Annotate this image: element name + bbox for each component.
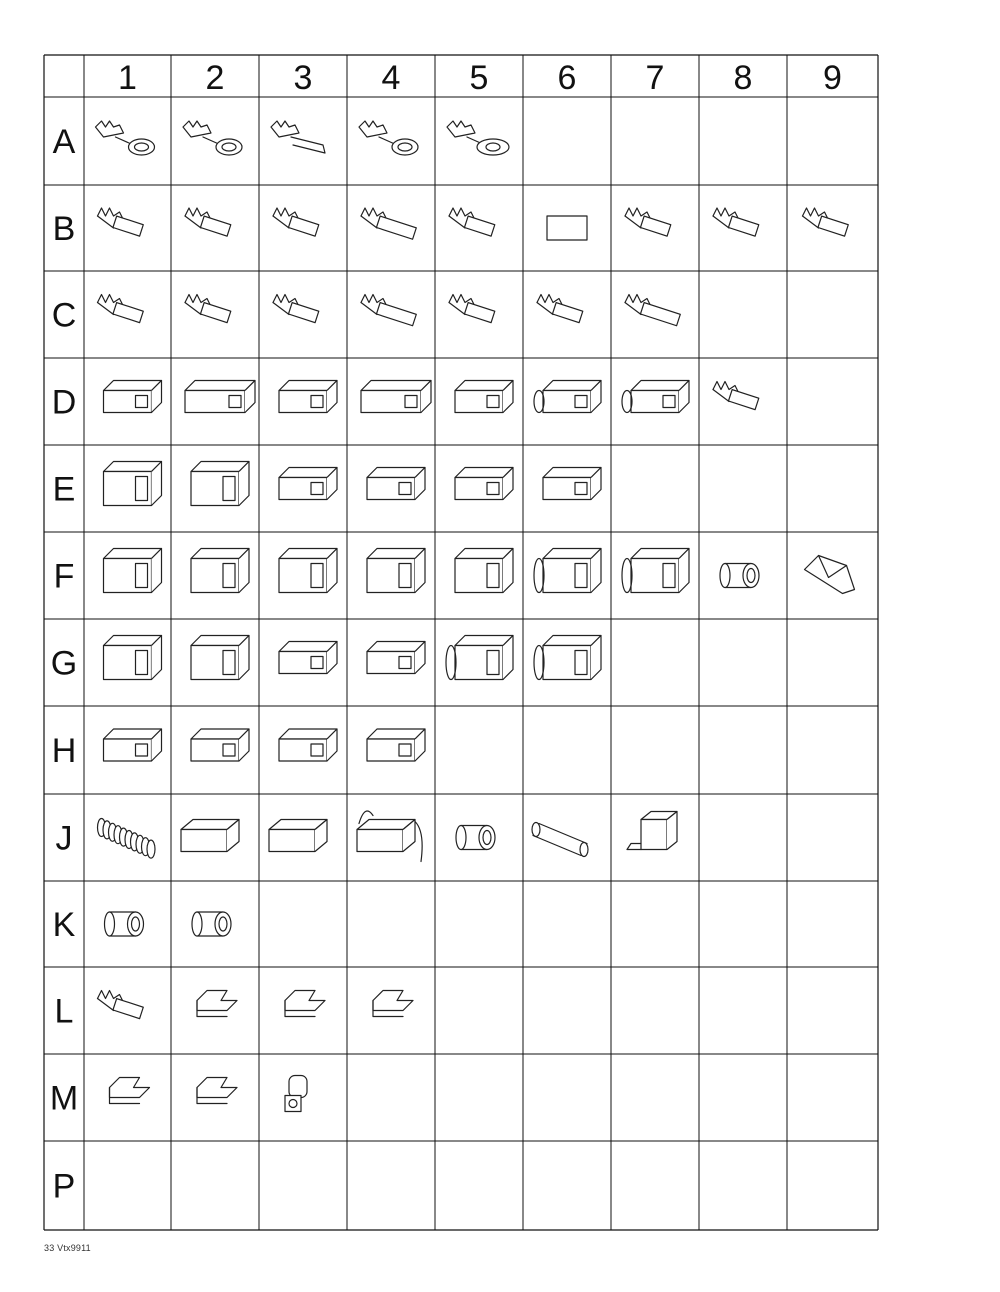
blade-terminal-icon (98, 295, 144, 323)
box-terminal-icon (273, 208, 319, 236)
round-connector-icon (720, 564, 759, 588)
bulb-socket-icon (456, 826, 495, 850)
pin-terminal-long-icon (625, 295, 680, 326)
ring-terminal-small-icon (183, 121, 242, 155)
row-header: L (54, 992, 74, 1031)
wedge-connector-icon (805, 556, 855, 594)
housing-with-seal-icon (279, 642, 337, 674)
ring-terminal-large-icon (447, 121, 509, 155)
blade-terminal-long-icon (361, 295, 416, 326)
blade-terminal-icon (273, 295, 319, 323)
grommet-icon (105, 912, 144, 936)
row-header: F (53, 557, 75, 596)
row-header: M (49, 1079, 79, 1118)
column-header: 2 (205, 59, 225, 97)
row-header: J (55, 819, 73, 858)
sealed-housing-4pin-icon (446, 636, 513, 680)
terminal-lock-icon (98, 991, 144, 1019)
seal-and-terminal-icon (713, 382, 759, 410)
housing-2pin-small-icon (455, 468, 513, 500)
figure-code: 33 Vtx9911 (44, 1243, 91, 1253)
housing-2pin-icon (191, 549, 249, 593)
latch-icon (285, 991, 325, 1017)
housing-2pin-small-icon (367, 468, 425, 500)
bullet-terminal-icon (449, 295, 495, 323)
housing-1pin-icon (279, 381, 337, 413)
housing-2x2-icon (191, 462, 249, 506)
clip-icon (197, 1078, 237, 1104)
tube-sleeve-icon (532, 823, 588, 857)
row-header: A (52, 123, 76, 161)
housing-with-seal-icon (367, 642, 425, 674)
housing-with-seal-icon (104, 729, 162, 761)
housing-multi-pin-icon (191, 729, 249, 761)
fork-terminal-icon (271, 121, 325, 153)
ring-terminal-small-icon (96, 121, 155, 155)
flag-receptacle-icon (547, 216, 587, 240)
part-drawings (96, 121, 855, 1112)
row-header: E (52, 470, 76, 509)
housing-2pin-latched-icon (543, 468, 601, 500)
housing-round-icon (367, 729, 425, 761)
row-header: C (51, 296, 77, 335)
clip-icon (110, 1078, 150, 1104)
bracket-icon (373, 991, 413, 1017)
pin-terminal-small-icon (803, 208, 849, 236)
row-header: P (52, 1167, 76, 1206)
column-header: 8 (733, 59, 753, 97)
small-terminal-icon (537, 295, 583, 323)
clip-with-eye-icon (285, 1076, 307, 1112)
column-header: 7 (645, 59, 665, 97)
column-header: 3 (293, 59, 313, 97)
row-header: H (51, 732, 77, 770)
housing-1pin-icon (104, 381, 162, 413)
fuse-holder-flat-icon (269, 820, 327, 852)
column-header: 4 (381, 59, 401, 97)
housing-1pin-long-icon (361, 381, 431, 413)
housing-6pin-icon (279, 729, 337, 761)
ring-terminal-insulated-icon (359, 121, 418, 155)
housing-1pin-icon (455, 381, 513, 413)
box-terminal-icon (713, 208, 759, 236)
row-header: G (50, 644, 78, 683)
column-header: 6 (557, 59, 577, 97)
corrugated-sleeve-icon (98, 819, 156, 859)
flag-terminal-icon (98, 208, 144, 236)
blade-terminal-icon (185, 295, 231, 323)
column-header: 5 (469, 59, 489, 97)
flag-ring-terminal-icon (185, 208, 231, 236)
sealed-housing-3pin-icon (534, 549, 601, 593)
sealed-housing-4pin-icon (534, 636, 601, 680)
box-terminal-long-icon (361, 208, 416, 239)
housing-3pin-icon (367, 549, 425, 593)
housing-2pin-latched-icon (279, 468, 337, 500)
housing-3pin-icon (455, 549, 513, 593)
sealed-housing-3pin-icon (622, 549, 689, 593)
pin-terminal-icon (625, 208, 671, 236)
housing-4pin-icon (104, 636, 162, 680)
row-header: D (51, 383, 77, 422)
sealed-housing-1pin-icon (622, 381, 689, 413)
row-header: B (52, 210, 76, 248)
relay-icon (627, 812, 677, 850)
column-headers (118, 59, 842, 97)
column-header: 1 (118, 59, 137, 97)
fuse-holder-wired-icon (357, 811, 422, 862)
column-header: 9 (823, 59, 842, 97)
row-headers (50, 123, 78, 1206)
housing-2pin-stacked-icon (104, 462, 162, 506)
fuse-holder-icon (181, 820, 239, 852)
bulb-holder-icon (192, 912, 231, 936)
housing-1pin-long-icon (185, 381, 255, 413)
clip-icon (197, 991, 237, 1017)
row-header: K (52, 906, 76, 944)
bullet-terminal-icon (449, 208, 495, 236)
housing-4pin-icon (191, 636, 249, 680)
housing-3pin-icon (279, 549, 337, 593)
housing-2pin-icon (104, 549, 162, 593)
sealed-housing-1pin-icon (534, 381, 601, 413)
